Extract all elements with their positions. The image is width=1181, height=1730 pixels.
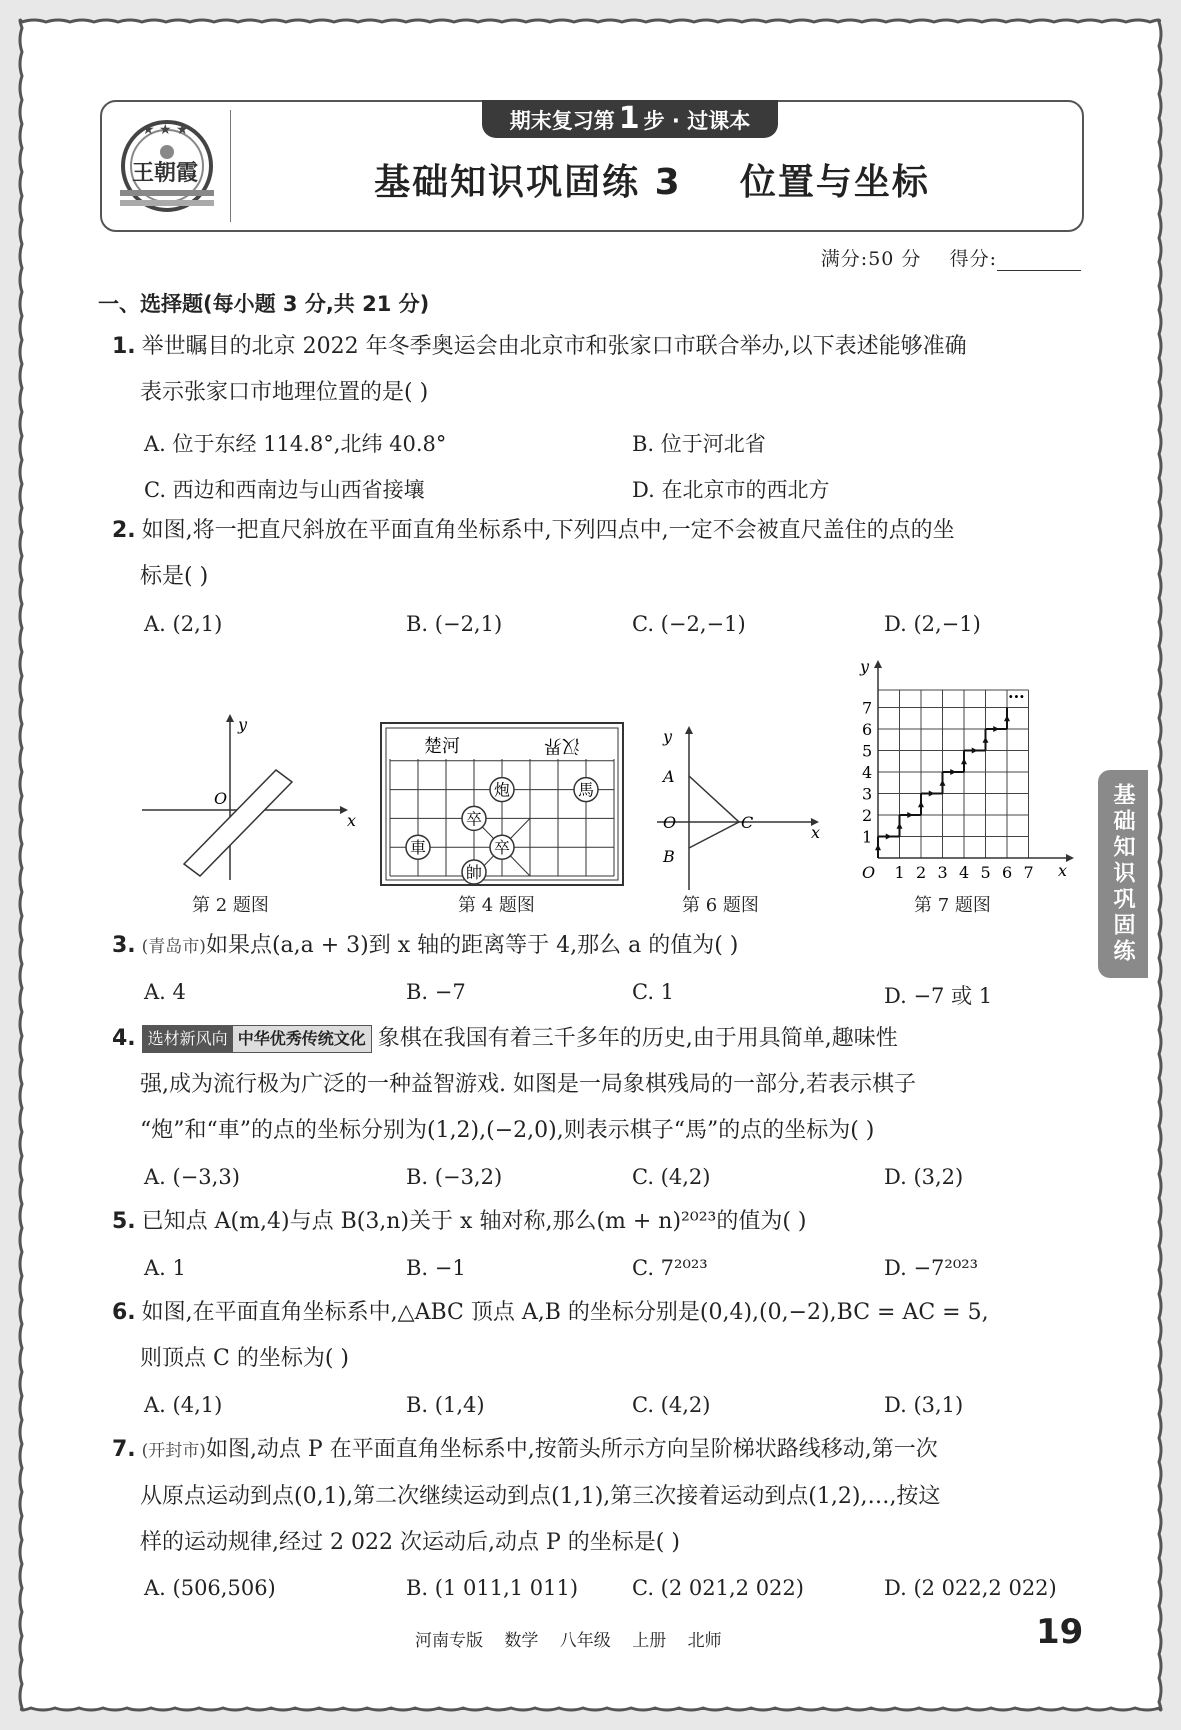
q6-option-a[interactable]: A. (4,1) (144, 1393, 223, 1417)
q-number: 7. (112, 1437, 136, 1462)
question-6 (112, 1290, 1080, 1382)
q-text-3: “炮”和“車”的点的坐标分别为(1,2),(−2,0),则表示棋子“馬”的点的坐标为( ) (140, 1118, 875, 1143)
q4-tag-b: 中华优秀传统文化 (233, 1026, 371, 1052)
publisher-logo (112, 114, 222, 218)
fig7-y-tick: 4 (862, 763, 873, 782)
chess-piece-label: 卒 (494, 838, 511, 858)
q3-option-b[interactable]: B. −7 (406, 980, 466, 1004)
fig7-arrow (940, 780, 946, 786)
q2-option-b[interactable]: B. (−2,1) (406, 612, 503, 636)
q2-option-d[interactable]: D. (2,−1) (884, 612, 981, 636)
q6-option-d[interactable]: D. (3,1) (884, 1393, 964, 1417)
score-blank[interactable] (997, 250, 1081, 271)
q7-option-c[interactable]: C. (2 021,2 022) (632, 1576, 804, 1600)
chess-piece-label: 馬 (578, 780, 595, 800)
figure-2 (140, 710, 355, 890)
q5-option-d[interactable]: D. −7²⁰²³ (884, 1256, 979, 1280)
q1-option-b[interactable]: B. 位于河北省 (632, 432, 766, 456)
question-1 (112, 324, 1080, 416)
fig7-origin-label: O (862, 863, 876, 882)
q-source-tag: (开封市) (141, 1441, 206, 1461)
q-number: 2. (112, 518, 136, 543)
q-text-2: 标是( ) (140, 564, 209, 589)
page-number: 19 (1036, 1612, 1084, 1652)
q4-option-c[interactable]: C. (4,2) (632, 1165, 711, 1189)
q-text-3: 样的运动规律,经过 2 022 次运动后,动点 P 的坐标是( ) (140, 1530, 680, 1555)
fig6-b-label: B (663, 847, 675, 866)
figure-7 (850, 658, 1080, 884)
fig7-arrow (961, 758, 967, 764)
question-3 (112, 923, 1080, 970)
q3-option-c[interactable]: C. 1 (632, 980, 675, 1004)
fig7-caption: 第 7 题图 (914, 895, 991, 916)
q-text: 已知点 A(m,4)与点 B(3,n)关于 x 轴对称,那么(m + n)²⁰²³的值为( ) (141, 1209, 807, 1234)
fig2-x-label: x (347, 811, 357, 830)
fig4-river-left: 楚河 (424, 736, 460, 757)
q7-option-d[interactable]: D. (2 022,2 022) (884, 1576, 1057, 1600)
q5-option-c[interactable]: C. 7²⁰²³ (632, 1256, 708, 1280)
fig7-y-label: y (860, 657, 870, 676)
q-text: 如图,将一把直尺斜放在平面直角坐标系中,下列四点中,一定不会被直尺盖住的点的坐 (141, 518, 955, 543)
q-number: 1. (112, 334, 136, 359)
svg-text:★ ★ ★: ★ ★ ★ (142, 122, 189, 138)
q-number: 5. (112, 1209, 136, 1234)
q1-option-a[interactable]: A. 位于东经 114.8°,北纬 40.8° (144, 432, 447, 456)
fig7-arrow (886, 834, 892, 840)
score-label: 得分: (949, 248, 997, 270)
q-source-tag: (青岛市) (141, 937, 206, 957)
q-number: 4. (112, 1026, 136, 1051)
chess-piece-label: 炮 (494, 780, 511, 800)
question-5 (112, 1199, 1080, 1245)
q-text: 如果点(a,a + 3)到 x 轴的距离等于 4,那么 a 的值为( ) (205, 933, 739, 958)
q3-option-a[interactable]: A. 4 (144, 980, 186, 1004)
q1-option-d[interactable]: D. 在北京市的西北方 (632, 478, 830, 502)
fig7-y-tick: 6 (862, 720, 873, 739)
fig7-x-tick: 6 (1002, 863, 1013, 882)
fig7-y-tick: 7 (862, 698, 873, 718)
fig7-x-tick: 2 (916, 863, 927, 882)
fig7-y-tick: 1 (862, 827, 873, 847)
fig2-y-arrow (226, 714, 234, 722)
fig6-x-label: x (811, 823, 821, 842)
badge-post: 步 · 过课本 (643, 109, 751, 133)
badge-pre: 期末复习第 (509, 109, 615, 133)
q4-theme-tag (142, 1025, 372, 1053)
fig7-arrow (918, 801, 924, 807)
q5-option-a[interactable]: A. 1 (144, 1256, 186, 1280)
q-text-2: 强,成为流行极为广泛的一种益智游戏. 如图是一局象棋残局的一部分,若表示棋子 (140, 1072, 916, 1097)
fig7-arrow (1004, 715, 1010, 721)
step-badge (482, 100, 778, 138)
fig7-x-tick: 4 (959, 863, 970, 882)
fig2-y-label: y (238, 715, 248, 734)
fig2-origin-label: O (214, 789, 228, 808)
svg-text:王朝霞: 王朝霞 (132, 160, 199, 186)
q3-option-d[interactable]: D. −7 或 1 (884, 984, 993, 1008)
q2-option-a[interactable]: A. (2,1) (144, 612, 223, 636)
q4-option-a[interactable]: A. (−3,3) (144, 1165, 240, 1189)
figure-6 (655, 720, 825, 890)
q-text-2: 表示张家口市地理位置的是( ) (140, 380, 429, 405)
q-text: 如图,在平面直角坐标系中,△ABC 顶点 A,B 的坐标分别是(0,4),(0,−2),BC = AC = 5, (141, 1300, 989, 1325)
footer-text: 河南专版 数学 八年级 上册 北师 (415, 1631, 722, 1651)
fig7-arrow (897, 823, 903, 829)
question-4 (112, 1016, 1080, 1154)
q-text-2: 从原点运动到点(0,1),第二次继续运动到点(1,1),第三次接着运动到点(1,2),…,按这 (140, 1484, 941, 1509)
badge-num: 1 (618, 101, 640, 136)
q2-option-c[interactable]: C. (−2,−1) (632, 612, 746, 636)
fig6-a-label: A (663, 767, 675, 786)
fig7-x-tick: 7 (1023, 863, 1034, 882)
fig7-y-tick: 2 (862, 806, 873, 825)
question-2 (112, 508, 1080, 600)
side-tab[interactable]: 基础知识巩固练 (1098, 770, 1148, 978)
fig7-y-tick: 5 (862, 741, 873, 761)
q1-option-c[interactable]: C. 西边和西南边与山西省接壤 (144, 478, 425, 502)
fig4-caption: 第 4 题图 (458, 895, 535, 916)
full-score: 满分:50 分 (820, 248, 922, 270)
q4-option-b[interactable]: B. (−3,2) (406, 1165, 503, 1189)
q-number: 3. (112, 933, 136, 958)
fig7-arrow (972, 748, 978, 754)
q6-option-c[interactable]: C. (4,2) (632, 1393, 711, 1417)
fig7-y-arrow (874, 660, 882, 668)
section-heading: 一、选择题(每小题 3 分,共 21 分) (98, 292, 430, 316)
fig6-triangle (689, 776, 739, 848)
fig7-arrow (875, 844, 881, 850)
fig6-y-arrow (685, 726, 693, 734)
fig7-arrow (950, 769, 956, 775)
fig6-y-label: y (663, 727, 673, 746)
q-text: 象棋在我国有着三千多年的历史,由于用具简单,趣味性 (377, 1026, 898, 1051)
chess-piece-label: 卒 (466, 809, 483, 829)
fig7-dots: ··· (1008, 687, 1025, 706)
fig7-y-tick: 3 (862, 784, 873, 804)
fig7-x-tick: 3 (937, 863, 948, 882)
fig7-x-arrow (1066, 854, 1074, 862)
chess-piece-label: 帥 (466, 863, 483, 882)
header-divider (230, 110, 231, 222)
fig6-caption: 第 6 题图 (682, 895, 759, 916)
fig7-grid (878, 690, 1029, 858)
fig7-arrow (983, 737, 989, 743)
header-box (100, 100, 1084, 232)
q-text: 举世瞩目的北京 2022 年冬季奥运会由北京市和张家口市联合举办,以下表述能够准确 (141, 334, 967, 359)
fig6-c-label: C (741, 813, 754, 832)
q7-option-a[interactable]: A. (506,506) (144, 1576, 276, 1600)
fig7-x-tick: 1 (894, 863, 905, 882)
fig4-river (387, 729, 617, 759)
fig7-arrow (907, 812, 913, 818)
figure-4 (380, 722, 624, 886)
q-text: 如图,动点 P 在平面直角坐标系中,按箭头所示方向呈阶梯状路线移动,第一次 (205, 1437, 938, 1462)
q7-option-b[interactable]: B. (1 011,1 011) (406, 1576, 579, 1600)
score-line (821, 244, 1081, 271)
fig7-x-tick: 5 (980, 863, 991, 882)
fig6-o-label: O (663, 813, 677, 832)
q6-option-b[interactable]: B. (1,4) (406, 1393, 485, 1417)
fig2-ruler (184, 770, 292, 876)
fig7-arrow (929, 791, 935, 797)
q4-tag-a: 选材新风向 (143, 1026, 233, 1052)
q4-option-d[interactable]: D. (3,2) (884, 1165, 964, 1189)
q5-option-b[interactable]: B. −1 (406, 1256, 466, 1280)
q-number: 6. (112, 1300, 136, 1325)
q-text-2: 则顶点 C 的坐标为( ) (140, 1346, 349, 1371)
fig4-river-right: 汉界 (544, 735, 580, 756)
fig2-caption: 第 2 题图 (192, 895, 269, 916)
chess-piece-label: 車 (410, 838, 427, 858)
fig7-x-label: x (1058, 861, 1068, 880)
page-title: 基础知识巩固练 3 位置与坐标 (374, 162, 930, 203)
question-7 (112, 1427, 1080, 1566)
fig7-arrow (993, 726, 999, 732)
